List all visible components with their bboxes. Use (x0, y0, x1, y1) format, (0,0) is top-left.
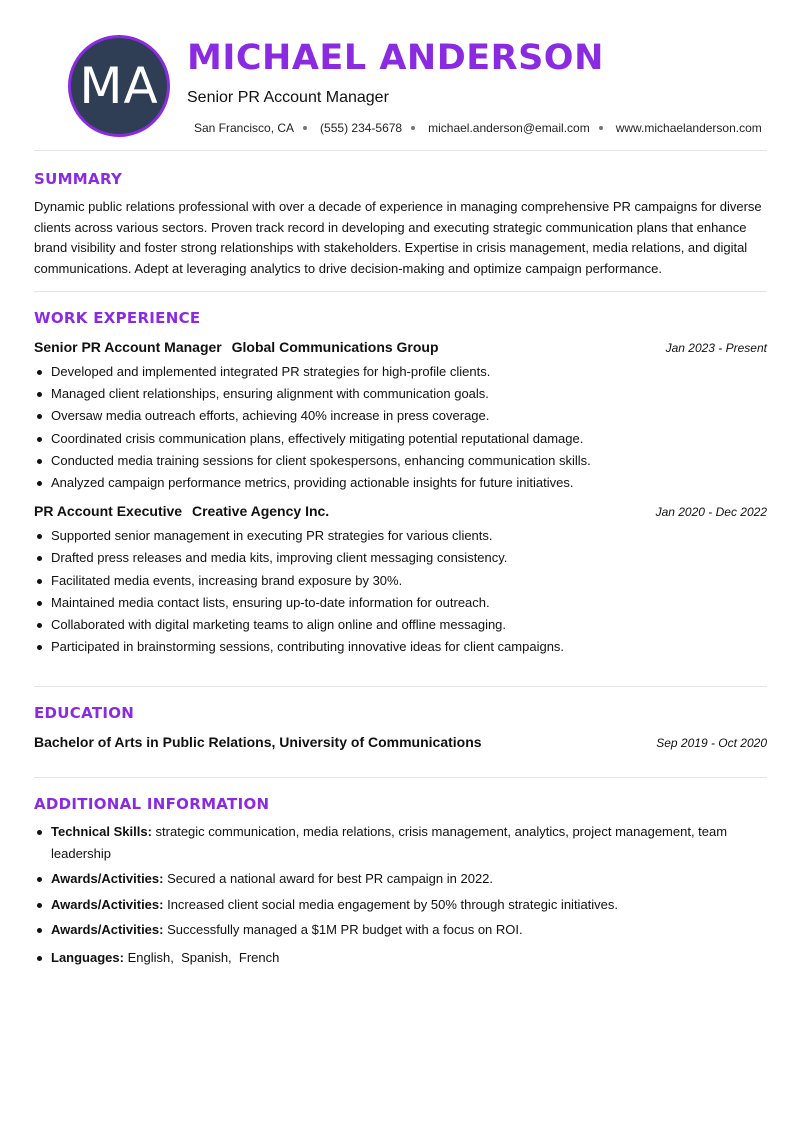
candidate-name: MICHAEL ANDERSON (187, 38, 604, 78)
list-item: Developed and implemented integrated PR strategies for high-profile clients. (34, 361, 767, 383)
list-item (34, 919, 767, 941)
job-dates: Jan 2023 - Present (665, 341, 767, 355)
job-role: Senior PR Account Manager (34, 339, 222, 355)
item-label: Languages: (51, 950, 124, 966)
list-item: Facilitated media events, increasing brand exposure by 30%. (34, 570, 767, 592)
job-entry (34, 503, 767, 658)
job-title-line (34, 503, 329, 519)
list-item: Drafted press releases and media kits, improving client messaging consistency. (34, 547, 767, 569)
list-item: Coordinated crisis communication plans, effectively mitigating potential reputational damage. (34, 428, 767, 450)
summary-text: Dynamic public relations professional with over a decade of experience in managing comprehensive PR campaigns for diverse clients across various sectors. Proven track record in developing and executing strategic communication plans that enhance brand visibility and foster strong relationships with stakeholders. Expertise in crisis management, media relations, and digital communications. Adept at leveraging analytics to drive decision-making and optimize campaign performance. (34, 199, 762, 276)
list-item (34, 947, 767, 969)
list-item: Oversaw media outreach efforts, achieving 40% increase in press coverage. (34, 405, 767, 427)
list-item (34, 868, 767, 890)
job-header (34, 503, 767, 519)
job-title-line (34, 339, 439, 355)
list-item: Maintained media contact lists, ensuring up-to-date information for outreach. (34, 592, 767, 614)
list-item: Participated in brainstorming sessions, contributing innovative ideas for client campaigns. (34, 636, 767, 658)
job-role: PR Account Executive (34, 503, 183, 520)
experience-section (34, 309, 767, 658)
contact-location: San Francisco, CA (194, 121, 295, 135)
item-text: Successfully managed a $1M PR budget with a focus on ROI. (167, 921, 523, 937)
section-divider (34, 291, 767, 292)
experience-heading: WORK EXPERIENCE (34, 309, 201, 327)
section-divider (34, 686, 767, 687)
contact-phone: (555) 234-5678 (320, 121, 403, 135)
job-entry (34, 339, 767, 494)
education-heading: EDUCATION (34, 704, 135, 722)
education-entry (34, 734, 767, 750)
job-header (34, 339, 767, 355)
item-text: English, Spanish, French (127, 950, 280, 966)
summary-section (34, 170, 767, 279)
list-item: Collaborated with digital marketing teams to align online and offline messaging. (34, 614, 767, 636)
list-item (34, 821, 767, 865)
item-text: Secured a national award for best PR campaign in 2022. (167, 871, 494, 887)
list-item (34, 894, 767, 916)
education-degree: Bachelor of Arts in Public Relations, University of Communications (34, 734, 482, 750)
resume-header (34, 0, 767, 150)
item-label: Awards/Activities: (51, 871, 164, 887)
contact-email: michael.anderson@email.com (428, 121, 590, 135)
section-divider (34, 777, 767, 778)
job-dates: Jan 2020 - Dec 2022 (655, 505, 767, 520)
additional-section (34, 795, 767, 972)
item-text: Increased client social media engagement by 50% through strategic initiatives. (167, 896, 619, 912)
list-item: Managed client relationships, ensuring alignment with communication goals. (34, 383, 767, 405)
separator-dot (599, 126, 603, 130)
separator-dot (411, 126, 415, 130)
contact-website: www.michaelanderson.com (615, 121, 762, 135)
education-section (34, 704, 767, 750)
item-text: strategic communication, media relations, crisis management, analytics, project management, team leadership (51, 824, 728, 862)
item-label: Awards/Activities: (51, 921, 164, 937)
avatar-initials: MA (79, 57, 159, 115)
job-company: Creative Agency Inc. (191, 503, 330, 520)
job-company: Global Communications Group (231, 339, 439, 355)
section-divider (34, 150, 767, 151)
list-item: Analyzed campaign performance metrics, providing actionable insights for future initiatives. (34, 472, 767, 494)
additional-heading: ADDITIONAL INFORMATION (34, 795, 270, 813)
additional-list (34, 821, 767, 969)
separator-dot (303, 126, 307, 130)
avatar (68, 35, 170, 137)
list-item: Conducted media training sessions for client spokespersons, enhancing communication skills. (34, 450, 767, 472)
job-bullets (34, 525, 767, 658)
list-item: Supported senior management in executing PR strategies for various clients. (34, 525, 767, 547)
candidate-title: Senior PR Account Manager (187, 89, 389, 106)
item-label: Awards/Activities: (51, 896, 164, 912)
summary-heading: SUMMARY (34, 170, 123, 188)
contact-line (194, 121, 762, 135)
job-bullets (34, 361, 767, 494)
education-dates: Sep 2019 - Oct 2020 (656, 736, 767, 750)
item-label: Technical Skills: (51, 824, 152, 839)
